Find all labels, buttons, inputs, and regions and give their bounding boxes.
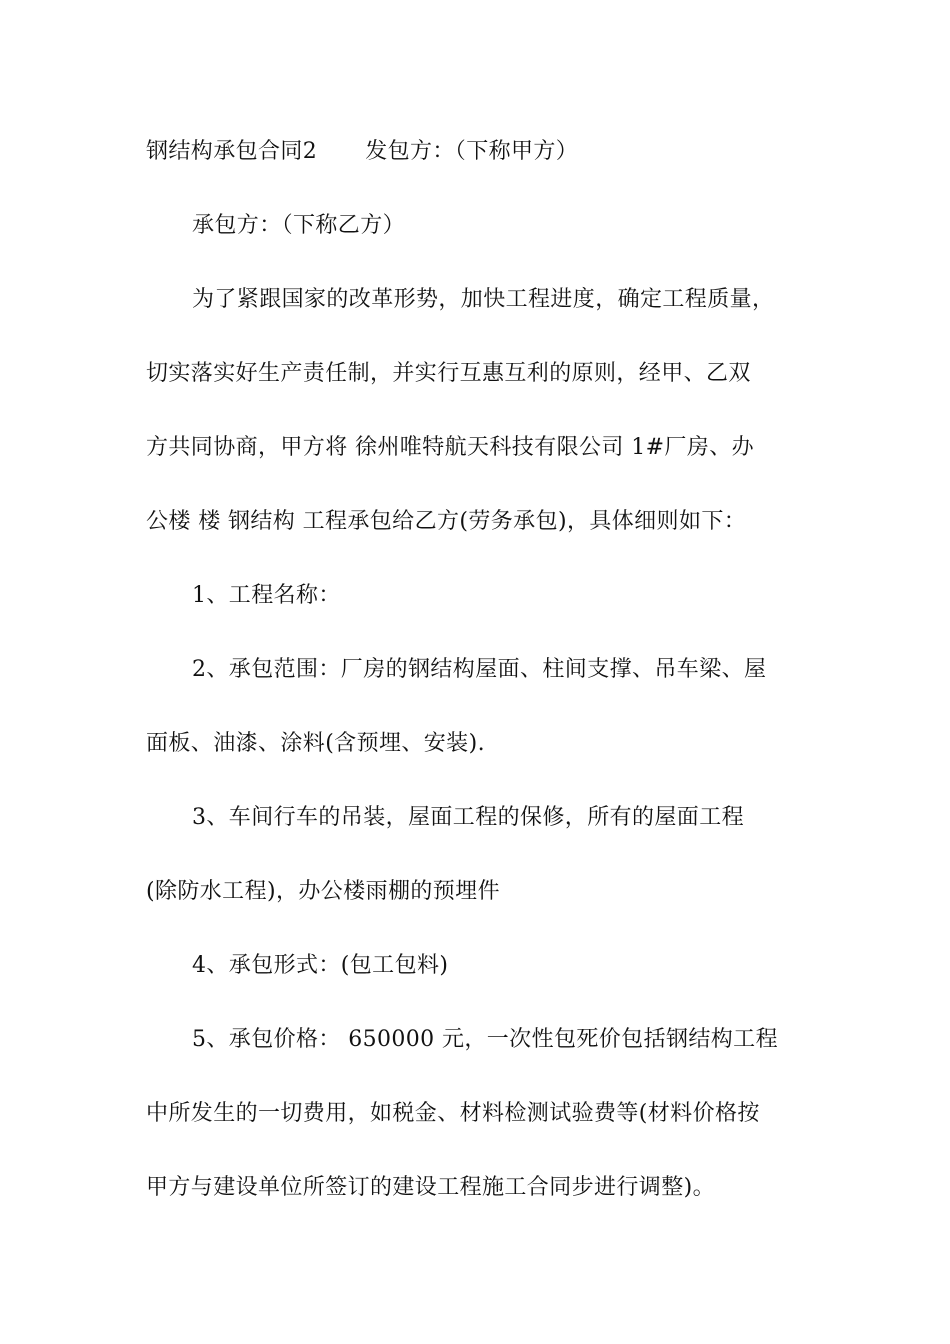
paragraph-line: 公楼 楼 钢结构 工程承包给乙方(劳务承包)，具体细则如下： [146, 509, 747, 534]
document-body [146, 130, 826, 1240]
document-title: 钢结构承包合同2 [146, 139, 318, 164]
party-b-line: 承包方：（下称乙方） [192, 213, 406, 238]
clause-5-continuation: 中所发生的一切费用，如税金、材料检测试验费等(材料价格按 [146, 1101, 760, 1126]
clause-2-continuation: 面板、油漆、涂料(含预埋、安装). [146, 731, 485, 756]
clause-3-continuation: (除防水工程)，办公楼雨棚的预埋件 [146, 879, 500, 904]
clause-4-line: 4、承包形式：(包工包料) [192, 953, 449, 978]
clause-5-continuation: 甲方与建设单位所签订的建设工程施工合同步进行调整)。 [146, 1175, 715, 1200]
party-a-label: 发包方：（下称甲方） [365, 139, 579, 164]
paragraph-line: 切实落实好生产责任制，并实行互惠互利的原则，经甲、乙双 [146, 361, 751, 386]
clause-5-line: 5、承包价格： 650000 元，一次性包死价包括钢结构工程 [192, 1027, 778, 1052]
paragraph-line: 方共同协商，甲方将 徐州唯特航天科技有限公司 1#厂房、办 [146, 435, 755, 460]
paragraph-line: 为了紧跟国家的改革形势，加快工程进度，确定工程质量， [192, 287, 775, 312]
clause-3-line: 3、车间行车的吊装，屋面工程的保修，所有的屋面工程 [192, 805, 744, 830]
clause-2-line: 2、承包范围：厂房的钢结构屋面、柱间支撑、吊车梁、屋 [192, 657, 767, 682]
clause-1-line: 1、工程名称： [192, 583, 341, 608]
title-line [146, 130, 826, 204]
